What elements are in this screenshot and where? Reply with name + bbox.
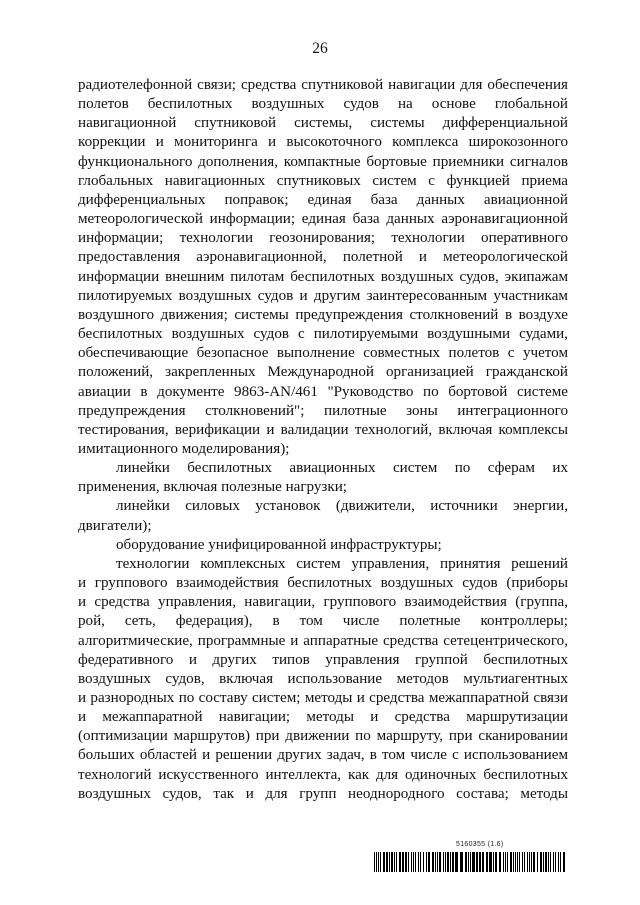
text-line: предоставления аэронавигационной, полетной и метеорологической [78, 249, 568, 266]
text-line: пилотируемых воздушных судов и другим заинтересованным участникам [78, 287, 568, 304]
text-line: дифференциальных поправок; единая база данных авиационной [78, 191, 568, 208]
text-line: больших областей и решении других задач, в том числе с использованием [78, 747, 568, 764]
text-line: метеорологической информации; единая база данных аэронавигационной [78, 211, 568, 228]
text-line: информации внешним пилотам беспилотных воздушных судов, экипажам [78, 268, 568, 285]
text-line: предупреждения столкновений"; пилотные зоны интеграционного [78, 402, 568, 419]
text-line: положений, закрепленных Международной организацией гражданской [78, 364, 568, 381]
barcode [374, 852, 566, 872]
text-line: беспилотных воздушных судов с пилотируемыми воздушными судами, [78, 326, 568, 343]
text-line: и средства управления, навигации, группового взаимодействия (группа, [78, 594, 568, 611]
text-line: радиотелефонной связи; средства спутниковой навигации для обеспечения [78, 77, 568, 93]
text-line: алгоритмические, программные и аппаратные средства сетецентрического, [78, 632, 568, 649]
document-code: 5160355 (1.6) [456, 841, 504, 848]
text-line: авиации в документе 9863-AN/461 "Руководство по бортовой системе [78, 383, 568, 400]
text-line: технологий искусственного интеллекта, как для одиночных беспилотных [78, 766, 568, 783]
text-line: коррекции и мониторинга и высокоточного комплекса широкозонного [78, 134, 568, 151]
text-line: информации; технологии геозонирования; технологии оперативного [78, 230, 568, 247]
text-line: тестирования, верификации и валидации технологий, включая комплексы [78, 421, 568, 438]
text-line: линейки силовых установок (движители, источники энергии, [116, 498, 568, 515]
text-line: навигационной спутниковой системы, системы дифференциальной [78, 115, 568, 132]
text-line: воздушных судов, включая использование методов мультиагентных [78, 670, 568, 687]
text-line: воздушных судов, так и для групп неоднородного состава; методы [78, 785, 568, 802]
text-line: воздушного движения; системы предупреждения столкновений в воздухе [78, 306, 568, 323]
text-line: оборудование унифицированной инфраструктуры; [116, 536, 442, 553]
text-line: имитационного моделирования); [78, 440, 290, 457]
text-line: и межаппаратной навигации; методы и средства маршрутизации [78, 709, 568, 726]
text-line: полетов беспилотных воздушных судов на основе глобальной [78, 96, 568, 113]
text-line: (оптимизации маршрутов) при движении по маршруту, при сканировании [78, 728, 568, 745]
text-line: функционального дополнения, компактные бортовые приемники сигналов [78, 153, 568, 170]
text-line: линейки беспилотных авиационных систем по сферам их [116, 460, 568, 477]
page-number: 26 [312, 40, 328, 57]
text-line: двигатели); [78, 517, 152, 534]
text-line: обеспечивающие безопасное выполнение совместных полетов с учетом [78, 345, 568, 362]
text-line: глобальных навигационных спутниковых систем с функцией приема [78, 172, 568, 189]
document-body [78, 76, 568, 804]
text-line: и группового взаимодействия беспилотных воздушных судов (приборы [78, 575, 568, 592]
text-line: рой, сеть, федерация), в том числе полетные контроллеры; [78, 613, 568, 630]
text-line: применения, включая полезные нагрузки; [78, 479, 347, 496]
text-line: федеративного и других типов управления группой беспилотных [78, 651, 568, 668]
text-line: и разнородных по составу систем; методы и средства межаппаратной связи [78, 690, 568, 706]
text-line: технологии комплексных систем управления, принятия решений [116, 555, 568, 572]
